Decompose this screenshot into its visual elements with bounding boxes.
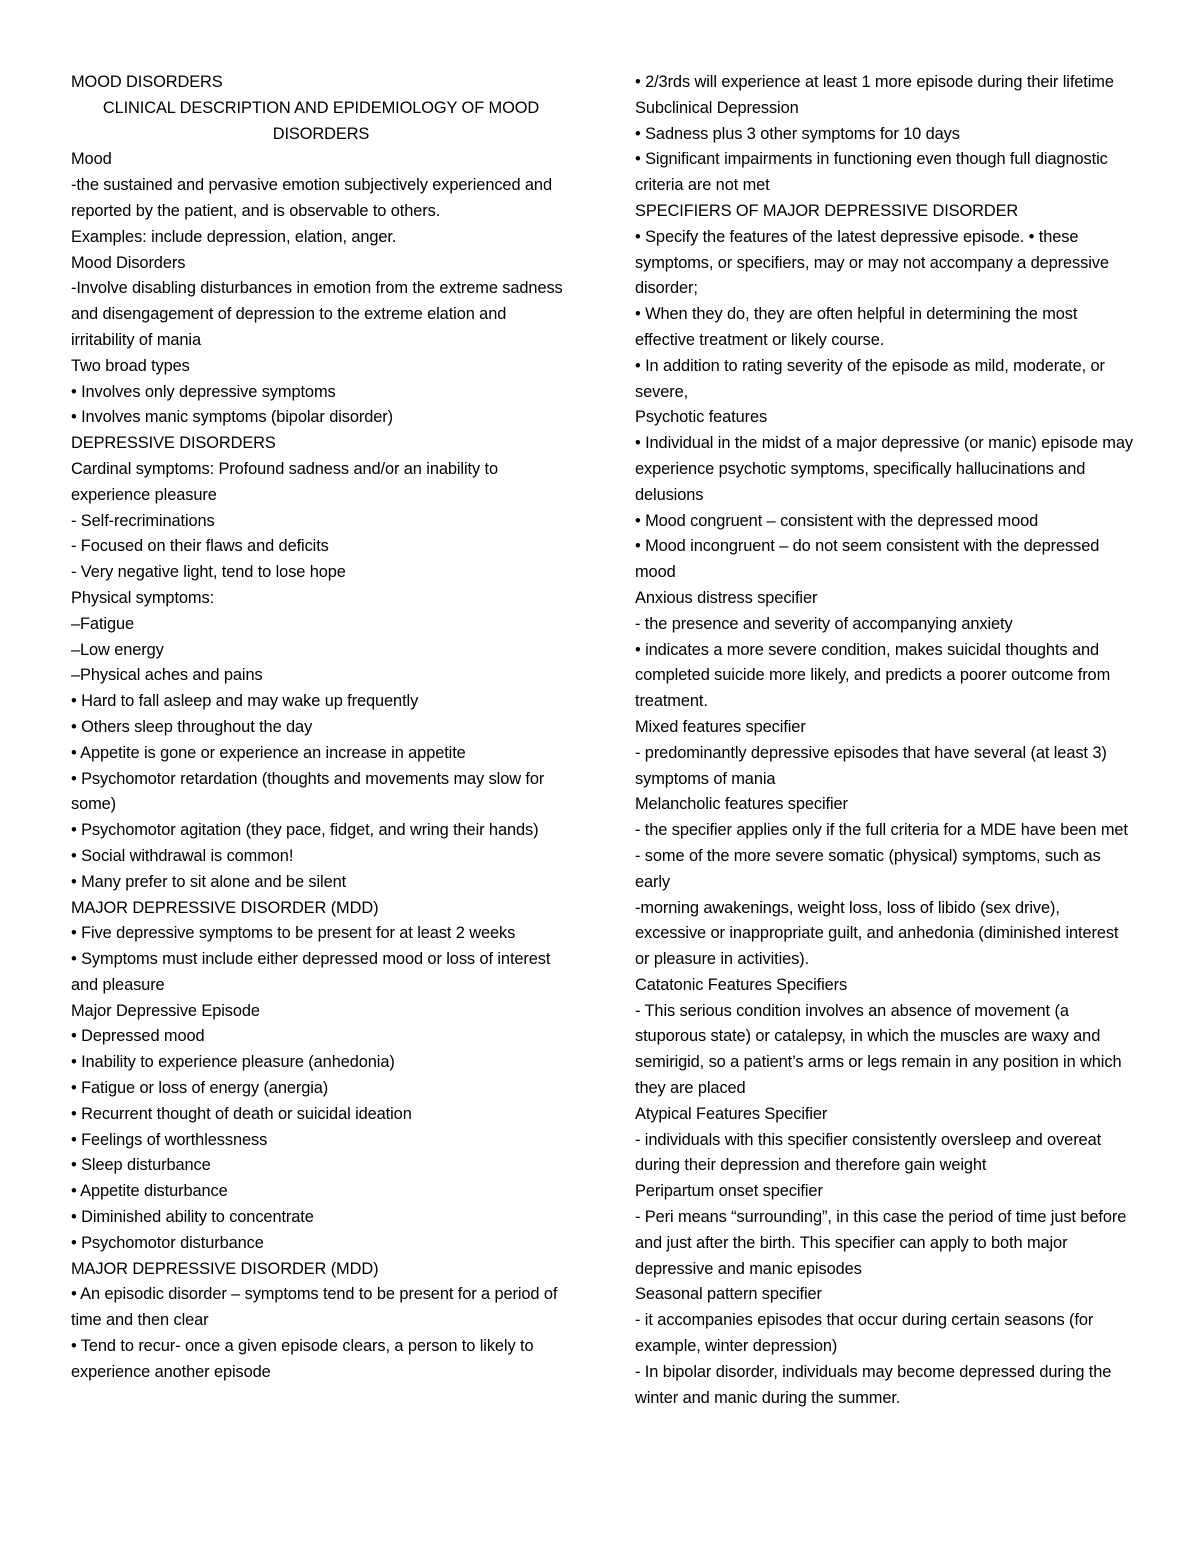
text-line: • Recurrent thought of death or suicidal ideation: [71, 1104, 412, 1123]
text-line: • Hard to fall asleep and may wake up frequently: [71, 692, 419, 711]
text-line: • Involves only depressive symptoms: [71, 382, 336, 401]
text-line: • Involves manic symptoms (bipolar disorder): [71, 408, 393, 427]
text-line: • Inability to experience pleasure (anhedonia): [71, 1053, 395, 1072]
left-column: [71, 70, 571, 1386]
text-line: • Symptoms must include either depressed mood or loss of interest and pleasure: [71, 950, 551, 994]
text-line: Two broad types: [71, 356, 190, 375]
text-line: Peripartum onset specifier: [635, 1182, 823, 1201]
text-line: • Fatigue or loss of energy (anergia): [71, 1079, 329, 1098]
text-line: Mood Disorders: [71, 253, 186, 272]
text-line: - Peri means “surrounding”, in this case the period of time just before and just after the birth. This specifier can apply to both major depressive and manic episodes: [635, 1208, 1127, 1278]
text-line: • Social withdrawal is common!: [71, 846, 294, 865]
text-line: –Fatigue: [71, 614, 134, 633]
text-line: - Very negative light, tend to lose hope: [71, 563, 346, 582]
text-line: • Sleep disturbance: [71, 1156, 211, 1175]
text-line: - Self-recriminations: [71, 511, 215, 530]
text-line: -the sustained and pervasive emotion subjectively experienced and reported by the patient, and is observable to others.: [71, 176, 552, 220]
text-line: • When they do, they are often helpful in determining the most effective treatment or likely course.: [635, 305, 1078, 349]
text-line: Atypical Features Specifier: [635, 1104, 828, 1123]
text-line: - it accompanies episodes that occur during certain seasons (for example, winter depression): [635, 1311, 1094, 1356]
text-line: • Significant impairments in functioning even though full diagnostic criteria are not met: [635, 150, 1108, 195]
text-line: -morning awakenings, weight loss, loss of libido (sex drive), excessive or inappropriate guilt, and anhedonia (diminished interest or pleasure in activities).: [635, 898, 1119, 969]
text-line: • Others sleep throughout the day: [71, 717, 313, 736]
text-line: • An episodic disorder – symptoms tend to be present for a period of time and then clear: [71, 1285, 558, 1330]
text-line: • Appetite disturbance: [71, 1182, 228, 1201]
text-line: Examples: include depression, elation, anger.: [71, 227, 397, 246]
doc-title: MOOD DISORDERS: [71, 73, 223, 91]
text-line: • indicates a more severe condition, makes suicidal thoughts and completed suicide more likely, and predicts a poorer outcome from treatment.: [635, 640, 1111, 711]
text-line: • Psychomotor disturbance: [71, 1233, 264, 1252]
doc-subtitle: CLINICAL DESCRIPTION AND EPIDEMIOLOGY OF MOOD DISORDERS: [102, 98, 540, 143]
text-line: Psychotic features: [635, 408, 768, 427]
text-line: • Psychomotor agitation (they pace, fidget, and wring their hands): [71, 821, 539, 840]
text-line: • Sadness plus 3 other symptoms for 10 days: [635, 124, 960, 143]
text-line: MAJOR DEPRESSIVE DISORDER (MDD): [71, 898, 379, 917]
text-line: Subclinical Depression: [635, 98, 799, 117]
text-line: SPECIFIERS OF MAJOR DEPRESSIVE DISORDER: [635, 201, 1019, 220]
text-line: Major Depressive Episode: [71, 1001, 260, 1020]
text-line: Anxious distress specifier: [635, 588, 818, 607]
text-line: • In addition to rating severity of the episode as mild, moderate, or severe,: [635, 356, 1105, 401]
text-line: DEPRESSIVE DISORDERS: [71, 434, 276, 453]
text-line: Cardinal symptoms: Profound sadness and/or an inability to experience pleasure: [71, 459, 498, 504]
text-line: –Physical aches and pains: [71, 666, 263, 685]
text-line: - This serious condition involves an absence of movement (a stuporous state) or catalepsy, in which the muscles are waxy and semirigid, so a patient’s arms or legs remain in any position in which they are placed: [635, 1001, 1122, 1098]
text-line: - the specifier applies only if the full criteria for a MDE have been met: [635, 821, 1128, 840]
text-line: - In bipolar disorder, individuals may become depressed during the winter and manic during the summer.: [635, 1362, 1112, 1407]
text-line: • Many prefer to sit alone and be silent: [71, 872, 347, 891]
text-line: • Depressed mood: [71, 1027, 205, 1046]
text-line: Seasonal pattern specifier: [635, 1285, 822, 1304]
text-line: Catatonic Features Specifiers: [635, 975, 848, 994]
text-line: • Mood congruent – consistent with the depressed mood: [635, 511, 1039, 530]
text-line: Mixed features specifier: [635, 717, 806, 736]
text-line: MAJOR DEPRESSIVE DISORDER (MDD): [71, 1259, 379, 1278]
text-line: • Specify the features of the latest depressive episode. • these symptoms, or specifiers, may or may not accompany a depressive disorder;: [635, 227, 1109, 298]
text-line: Mood: [71, 150, 112, 169]
text-line: Melancholic features specifier: [635, 795, 848, 814]
text-line: • Mood incongruent – do not seem consistent with the depressed mood: [635, 537, 1100, 582]
text-line: • Five depressive symptoms to be present for at least 2 weeks: [71, 924, 516, 943]
text-line: • Appetite is gone or experience an increase in appetite: [71, 743, 466, 762]
text-line: - Focused on their flaws and deficits: [71, 537, 329, 556]
text-line: - predominantly depressive episodes that have several (at least 3) symptoms of mania: [635, 743, 1107, 788]
text-line: • Psychomotor retardation (thoughts and movements may slow for some): [71, 769, 545, 814]
text-line: -Involve disabling disturbances in emotion from the extreme sadness and disengagement of depression to the extreme elation and irritability of mania: [71, 279, 563, 349]
text-line: - some of the more severe somatic (physical) symptoms, such as early: [635, 846, 1101, 891]
text-line: • Individual in the midst of a major depressive (or manic) episode may experience psychotic symptoms, specifically hallucinations and delusions: [635, 434, 1133, 504]
text-line: Physical symptoms:: [71, 588, 215, 607]
text-line: • Feelings of worthlessness: [71, 1130, 268, 1149]
text-line: - the presence and severity of accompanying anxiety: [635, 614, 1013, 633]
text-line: • 2/3rds will experience at least 1 more episode during their lifetime: [635, 73, 1114, 91]
text-line: –Low energy: [71, 640, 164, 659]
text-line: • Diminished ability to concentrate: [71, 1208, 314, 1227]
right-column: [635, 70, 1135, 1411]
text-line: - individuals with this specifier consistently oversleep and overeat during their depression and therefore gain weight: [635, 1130, 1102, 1175]
text-line: • Tend to recur- once a given episode clears, a person to likely to experience another episode: [71, 1337, 534, 1381]
